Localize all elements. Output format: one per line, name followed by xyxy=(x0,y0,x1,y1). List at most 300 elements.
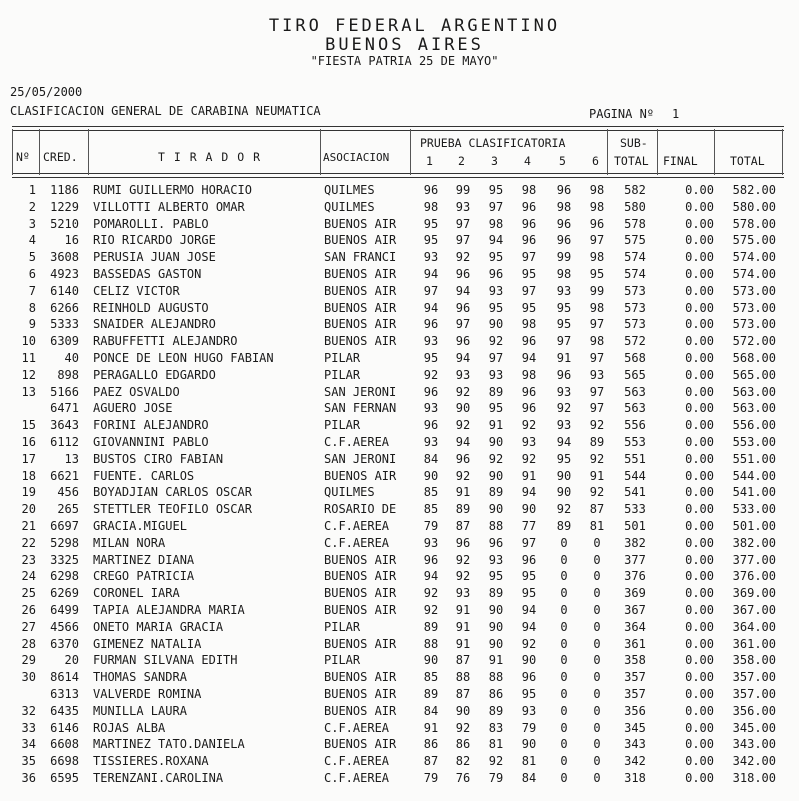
table-row xyxy=(0,653,799,670)
subtotal-cell: 367 xyxy=(624,603,646,617)
association-cell: C.F.AEREA xyxy=(324,435,390,449)
serie-6-cell: 0 xyxy=(593,670,601,685)
serie-4-cell: 77 xyxy=(521,519,537,533)
table-row xyxy=(0,485,799,502)
association-cell: C.F.AEREA xyxy=(324,519,390,533)
rank-cell: 17 xyxy=(21,451,36,466)
serie-3-cell: 83 xyxy=(488,720,504,735)
final-cell: 0.00 xyxy=(685,418,714,433)
serie-5-cell: 92 xyxy=(556,502,572,517)
serie-1-cell: 89 xyxy=(423,687,439,701)
serie-1-cell: 84 xyxy=(423,703,439,718)
total-cell: 364.00 xyxy=(732,619,776,634)
col-header-serie-5: 5 xyxy=(559,154,566,168)
serie-6-cell: 0 xyxy=(593,771,601,785)
subtotal-cell: 357 xyxy=(624,687,646,701)
serie-4-cell: 96 xyxy=(521,334,537,349)
serie-4-cell: 94 xyxy=(521,619,537,634)
final-cell: 0.00 xyxy=(685,199,714,214)
serie-4-cell: 96 xyxy=(521,552,537,567)
total-cell: 318.00 xyxy=(732,771,776,785)
serie-2-cell: 91 xyxy=(455,636,471,651)
association-cell: BUENOS AIR xyxy=(324,569,397,584)
table-row xyxy=(0,721,799,738)
final-cell: 0.00 xyxy=(685,283,714,298)
serie-4-cell: 96 xyxy=(521,216,537,231)
serie-6-cell: 97 xyxy=(589,317,605,332)
header-bottom-rule xyxy=(12,173,784,174)
total-cell: 573.00 xyxy=(732,300,776,315)
subtotal-cell: 533 xyxy=(624,502,646,517)
serie-6-cell: 95 xyxy=(589,267,605,281)
serie-5-cell: 96 xyxy=(556,183,572,197)
subtotal-cell: 568 xyxy=(624,351,646,365)
shooter-name-cell: AGUERO JOSE xyxy=(93,401,173,416)
subtotal-cell: 563 xyxy=(624,401,646,416)
serie-6-cell: 96 xyxy=(589,216,605,231)
serie-1-cell: 91 xyxy=(423,720,439,735)
serie-2-cell: 94 xyxy=(455,435,471,449)
credential-cell: 6595 xyxy=(50,771,79,785)
rank-cell: 18 xyxy=(21,468,36,483)
association-cell: QUILMES xyxy=(324,183,375,197)
final-cell: 0.00 xyxy=(685,233,714,248)
shooter-name-cell: FUENTE. CARLOS xyxy=(93,468,195,483)
column-divider xyxy=(782,129,783,175)
serie-4-cell: 95 xyxy=(521,267,537,281)
total-cell: 582.00 xyxy=(732,183,776,197)
table-row xyxy=(0,771,799,788)
serie-1-cell: 93 xyxy=(423,250,439,265)
serie-1-cell: 96 xyxy=(423,317,439,332)
serie-1-cell: 92 xyxy=(423,586,439,601)
serie-3-cell: 92 xyxy=(488,334,504,349)
credential-cell: 6266 xyxy=(50,300,79,315)
subtotal-cell: 574 xyxy=(624,267,646,281)
shooter-name-cell: CREGO PATRICIA xyxy=(93,569,195,584)
rank-cell: 9 xyxy=(28,317,36,332)
total-cell: 573.00 xyxy=(732,317,776,332)
serie-3-cell: 90 xyxy=(488,317,504,332)
association-cell: BUENOS AIR xyxy=(324,603,397,617)
serie-2-cell: 92 xyxy=(455,418,471,433)
serie-3-cell: 92 xyxy=(488,754,504,769)
table-row xyxy=(0,502,799,519)
serie-1-cell: 96 xyxy=(423,183,439,197)
serie-4-cell: 98 xyxy=(521,317,537,332)
association-cell: C.F.AEREA xyxy=(324,771,390,785)
classification-title: CLASIFICACION GENERAL DE CARABINA NEUMATICA xyxy=(10,104,321,118)
credential-cell: 6608 xyxy=(50,737,79,752)
table-row xyxy=(0,233,799,250)
association-cell: C.F.AEREA xyxy=(324,720,390,735)
table-row xyxy=(0,603,799,620)
serie-5-cell: 89 xyxy=(556,519,572,533)
serie-6-cell: 92 xyxy=(589,485,605,500)
association-cell: BUENOS AIR xyxy=(324,233,397,248)
association-cell: BUENOS AIR xyxy=(324,670,397,685)
serie-1-cell: 94 xyxy=(423,300,439,315)
table-row xyxy=(0,586,799,603)
total-cell: 553.00 xyxy=(732,435,776,449)
serie-3-cell: 95 xyxy=(488,183,504,197)
serie-1-cell: 93 xyxy=(423,401,439,416)
shooter-name-cell: BOYADJIAN CARLOS OSCAR xyxy=(93,485,252,500)
credential-cell: 4566 xyxy=(50,619,79,634)
final-cell: 0.00 xyxy=(685,216,714,231)
col-header-serie-3: 3 xyxy=(491,154,498,168)
serie-3-cell: 93 xyxy=(488,367,504,382)
rank-cell: 20 xyxy=(21,502,36,517)
credential-cell: 1229 xyxy=(50,199,79,214)
serie-1-cell: 92 xyxy=(423,367,439,382)
serie-2-cell: 92 xyxy=(455,468,471,483)
serie-2-cell: 97 xyxy=(455,317,471,332)
association-cell: C.F.AEREA xyxy=(324,535,390,550)
association-cell: BUENOS AIR xyxy=(324,283,397,298)
serie-4-cell: 95 xyxy=(521,687,537,701)
rank-cell: 8 xyxy=(28,300,36,315)
total-cell: 575.00 xyxy=(732,233,776,248)
serie-4-cell: 95 xyxy=(521,586,537,601)
credential-cell: 265 xyxy=(57,502,79,517)
serie-5-cell: 95 xyxy=(556,451,572,466)
credential-cell: 456 xyxy=(57,485,79,500)
serie-4-cell: 96 xyxy=(521,670,537,685)
credential-cell: 16 xyxy=(64,233,79,248)
credential-cell: 20 xyxy=(64,653,79,668)
table-row xyxy=(0,250,799,267)
col-header-asociacion: ASOCIACION xyxy=(323,151,390,164)
serie-2-cell: 97 xyxy=(455,233,471,248)
serie-1-cell: 90 xyxy=(423,468,439,483)
subtotal-cell: 376 xyxy=(624,569,646,584)
credential-cell: 3325 xyxy=(50,552,79,567)
serie-5-cell: 97 xyxy=(556,334,572,349)
serie-1-cell: 92 xyxy=(423,603,439,617)
shooter-name-cell: FORINI ALEJANDRO xyxy=(93,418,209,433)
total-cell: 501.00 xyxy=(732,519,776,533)
subtotal-cell: 553 xyxy=(624,435,646,449)
total-cell: 551.00 xyxy=(732,451,776,466)
credential-cell: 6471 xyxy=(50,401,79,416)
total-cell: 565.00 xyxy=(732,367,776,382)
serie-2-cell: 87 xyxy=(455,519,471,533)
subtotal-cell: 318 xyxy=(624,771,646,785)
table-row xyxy=(0,334,799,351)
final-cell: 0.00 xyxy=(685,703,714,718)
column-divider xyxy=(410,129,411,175)
serie-1-cell: 84 xyxy=(423,451,439,466)
serie-1-cell: 95 xyxy=(423,233,439,248)
serie-6-cell: 0 xyxy=(593,586,601,601)
column-divider xyxy=(88,129,89,175)
credential-cell: 6146 xyxy=(50,720,79,735)
serie-4-cell: 94 xyxy=(521,351,537,365)
shooter-name-cell: PONCE DE LEON HUGO FABIAN xyxy=(93,351,274,365)
rank-cell: 23 xyxy=(21,552,36,567)
serie-1-cell: 98 xyxy=(423,199,439,214)
table-row xyxy=(0,637,799,654)
rank-cell: 33 xyxy=(21,720,36,735)
total-cell: 377.00 xyxy=(732,552,776,567)
rank-cell: 34 xyxy=(21,737,36,752)
total-cell: 574.00 xyxy=(732,267,776,281)
serie-1-cell: 93 xyxy=(423,535,439,550)
table-row xyxy=(0,351,799,368)
serie-4-cell: 98 xyxy=(521,367,537,382)
serie-1-cell: 85 xyxy=(423,502,439,517)
total-cell: 357.00 xyxy=(732,670,776,685)
total-cell: 568.00 xyxy=(732,351,776,365)
final-cell: 0.00 xyxy=(685,586,714,601)
serie-3-cell: 90 xyxy=(488,468,504,483)
serie-6-cell: 98 xyxy=(589,199,605,214)
serie-2-cell: 92 xyxy=(455,720,471,735)
serie-3-cell: 94 xyxy=(488,233,504,248)
serie-2-cell: 96 xyxy=(455,300,471,315)
rank-cell: 6 xyxy=(28,267,36,281)
table-row xyxy=(0,737,799,754)
credential-cell: 1186 xyxy=(50,183,79,197)
rank-cell: 13 xyxy=(21,384,36,399)
serie-3-cell: 86 xyxy=(488,687,504,701)
final-cell: 0.00 xyxy=(685,754,714,769)
serie-2-cell: 93 xyxy=(455,199,471,214)
final-cell: 0.00 xyxy=(685,183,714,197)
subtotal-cell: 541 xyxy=(624,485,646,500)
final-cell: 0.00 xyxy=(685,485,714,500)
rank-cell: 22 xyxy=(21,535,36,550)
total-cell: 578.00 xyxy=(732,216,776,231)
association-cell: PILAR xyxy=(324,619,361,634)
serie-5-cell: 93 xyxy=(556,418,572,433)
col-header-serie-1: 1 xyxy=(426,154,433,168)
column-divider xyxy=(607,129,608,175)
rank-cell: 28 xyxy=(21,636,36,651)
serie-2-cell: 97 xyxy=(455,216,471,231)
serie-4-cell: 90 xyxy=(521,737,537,752)
subtotal-cell: 345 xyxy=(624,720,646,735)
serie-5-cell: 90 xyxy=(556,485,572,500)
serie-3-cell: 89 xyxy=(488,384,504,399)
credential-cell: 5298 xyxy=(50,535,79,550)
subtotal-cell: 573 xyxy=(624,300,646,315)
serie-6-cell: 0 xyxy=(593,552,601,567)
serie-4-cell: 95 xyxy=(521,569,537,584)
serie-2-cell: 76 xyxy=(455,771,471,785)
col-header-prueba: PRUEBA CLASIFICATORIA xyxy=(420,136,566,150)
final-cell: 0.00 xyxy=(685,519,714,533)
final-cell: 0.00 xyxy=(685,720,714,735)
rank-cell: 19 xyxy=(21,485,36,500)
serie-4-cell: 95 xyxy=(521,300,537,315)
serie-6-cell: 0 xyxy=(593,687,601,701)
final-cell: 0.00 xyxy=(685,267,714,281)
event-title: "FIESTA PATRIA 25 DE MAYO" xyxy=(310,54,499,68)
col-header-cred: CRED. xyxy=(43,150,78,164)
serie-1-cell: 89 xyxy=(423,619,439,634)
table-row xyxy=(0,519,799,536)
credential-cell: 6140 xyxy=(50,283,79,298)
serie-5-cell: 0 xyxy=(560,720,568,735)
subtotal-cell: 578 xyxy=(624,216,646,231)
total-cell: 563.00 xyxy=(732,384,776,399)
total-cell: 533.00 xyxy=(732,502,776,517)
final-cell: 0.00 xyxy=(685,334,714,349)
rank-cell: 32 xyxy=(21,703,36,718)
serie-1-cell: 95 xyxy=(423,216,439,231)
serie-2-cell: 93 xyxy=(455,586,471,601)
shooter-name-cell: PERAGALLO EDGARDO xyxy=(93,367,216,382)
table-row xyxy=(0,401,799,418)
serie-4-cell: 84 xyxy=(521,771,537,785)
shooter-name-cell: GIMENEZ NATALIA xyxy=(93,636,202,651)
serie-6-cell: 0 xyxy=(593,535,601,550)
serie-5-cell: 94 xyxy=(556,435,572,449)
serie-5-cell: 0 xyxy=(560,771,568,785)
subtotal-cell: 556 xyxy=(624,418,646,433)
table-row xyxy=(0,435,799,452)
association-cell: C.F.AEREA xyxy=(324,754,390,769)
rank-cell: 7 xyxy=(28,283,36,298)
subtotal-cell: 565 xyxy=(624,367,646,382)
serie-2-cell: 91 xyxy=(455,603,471,617)
serie-6-cell: 87 xyxy=(589,502,605,517)
serie-5-cell: 0 xyxy=(560,603,568,617)
credential-cell: 5210 xyxy=(50,216,79,231)
table-row xyxy=(0,569,799,586)
serie-3-cell: 90 xyxy=(488,603,504,617)
serie-4-cell: 94 xyxy=(521,485,537,500)
serie-4-cell: 92 xyxy=(521,418,537,433)
page-number: 1 xyxy=(672,107,680,121)
rank-cell: 2 xyxy=(28,199,36,214)
association-cell: BUENOS AIR xyxy=(324,586,397,601)
serie-5-cell: 96 xyxy=(556,367,572,382)
association-cell: SAN JERONI xyxy=(324,384,397,399)
credential-cell: 6499 xyxy=(50,603,79,617)
serie-1-cell: 96 xyxy=(423,418,439,433)
subtotal-cell: 358 xyxy=(624,653,646,668)
table-row xyxy=(0,284,799,301)
serie-4-cell: 97 xyxy=(521,250,537,265)
total-cell: 574.00 xyxy=(732,250,776,265)
subtotal-cell: 382 xyxy=(624,535,646,550)
shooter-name-cell: ONETO MARIA GRACIA xyxy=(93,619,224,634)
serie-6-cell: 98 xyxy=(589,300,605,315)
association-cell: SAN FERNAN xyxy=(324,401,397,416)
serie-3-cell: 90 xyxy=(488,636,504,651)
header-top-rule-inner xyxy=(12,130,784,131)
serie-6-cell: 97 xyxy=(589,401,605,416)
subtotal-cell: 551 xyxy=(624,451,646,466)
column-divider xyxy=(39,129,40,175)
association-cell: SAN FRANCI xyxy=(324,250,397,265)
serie-1-cell: 88 xyxy=(423,636,439,651)
final-cell: 0.00 xyxy=(685,771,714,785)
serie-3-cell: 95 xyxy=(488,250,504,265)
table-row xyxy=(0,536,799,553)
table-row xyxy=(0,418,799,435)
subtotal-cell: 544 xyxy=(624,468,646,483)
credential-cell: 6621 xyxy=(50,468,79,483)
col-header-subtotal-bottom: TOTAL xyxy=(614,154,649,168)
shooter-name-cell: CELIZ VICTOR xyxy=(93,283,180,298)
credential-cell: 6309 xyxy=(50,334,79,349)
association-cell: BUENOS AIR xyxy=(324,703,397,718)
serie-3-cell: 79 xyxy=(488,771,504,785)
serie-3-cell: 96 xyxy=(488,535,504,550)
serie-5-cell: 0 xyxy=(560,619,568,634)
serie-6-cell: 89 xyxy=(589,435,605,449)
serie-3-cell: 81 xyxy=(488,737,504,752)
serie-5-cell: 96 xyxy=(556,216,572,231)
final-cell: 0.00 xyxy=(685,653,714,668)
column-divider xyxy=(657,129,658,175)
table-row xyxy=(0,469,799,486)
serie-5-cell: 98 xyxy=(556,199,572,214)
serie-5-cell: 0 xyxy=(560,687,568,701)
serie-4-cell: 90 xyxy=(521,502,537,517)
serie-6-cell: 0 xyxy=(593,636,601,651)
subtotal-cell: 580 xyxy=(624,199,646,214)
association-cell: BUENOS AIR xyxy=(324,468,397,483)
shooter-name-cell: RUMI GUILLERMO HORACIO xyxy=(93,183,252,197)
serie-5-cell: 0 xyxy=(560,737,568,752)
organization-title: TIRO FEDERAL ARGENTINO xyxy=(268,16,561,36)
final-cell: 0.00 xyxy=(685,569,714,584)
serie-6-cell: 93 xyxy=(589,367,605,382)
serie-5-cell: 0 xyxy=(560,653,568,668)
col-header-total: TOTAL xyxy=(730,154,765,168)
final-cell: 0.00 xyxy=(685,670,714,685)
shooter-name-cell: TAPIA ALEJANDRA MARIA xyxy=(93,603,245,617)
subtotal-cell: 582 xyxy=(624,183,646,197)
serie-5-cell: 0 xyxy=(560,754,568,769)
shooter-name-cell: RIO RICARDO JORGE xyxy=(93,233,216,248)
total-cell: 382.00 xyxy=(732,535,776,550)
shooter-name-cell: TISSIERES.ROXANA xyxy=(93,754,209,769)
serie-2-cell: 94 xyxy=(455,351,471,365)
rank-cell: 12 xyxy=(21,367,36,382)
col-header-serie-2: 2 xyxy=(458,154,465,168)
serie-4-cell: 97 xyxy=(521,535,537,550)
rank-cell: 15 xyxy=(21,418,36,433)
serie-2-cell: 87 xyxy=(455,653,471,668)
shooter-name-cell: SNAIDER ALEJANDRO xyxy=(93,317,216,332)
rank-cell: 30 xyxy=(21,670,36,685)
serie-1-cell: 96 xyxy=(423,384,439,399)
shooter-name-cell: PERUSIA JUAN JOSE xyxy=(93,250,216,265)
serie-4-cell: 97 xyxy=(521,283,537,298)
table-row xyxy=(0,368,799,385)
credential-cell: 40 xyxy=(64,351,79,365)
association-cell: PILAR xyxy=(324,367,361,382)
table-row xyxy=(0,452,799,469)
final-cell: 0.00 xyxy=(685,619,714,634)
serie-6-cell: 0 xyxy=(593,653,601,668)
serie-3-cell: 88 xyxy=(488,519,504,533)
serie-4-cell: 91 xyxy=(521,468,537,483)
serie-5-cell: 90 xyxy=(556,468,572,483)
serie-5-cell: 0 xyxy=(560,535,568,550)
association-cell: BUENOS AIR xyxy=(324,737,397,752)
serie-3-cell: 89 xyxy=(488,586,504,601)
final-cell: 0.00 xyxy=(685,401,714,416)
serie-2-cell: 86 xyxy=(455,737,471,752)
serie-1-cell: 85 xyxy=(423,485,439,500)
